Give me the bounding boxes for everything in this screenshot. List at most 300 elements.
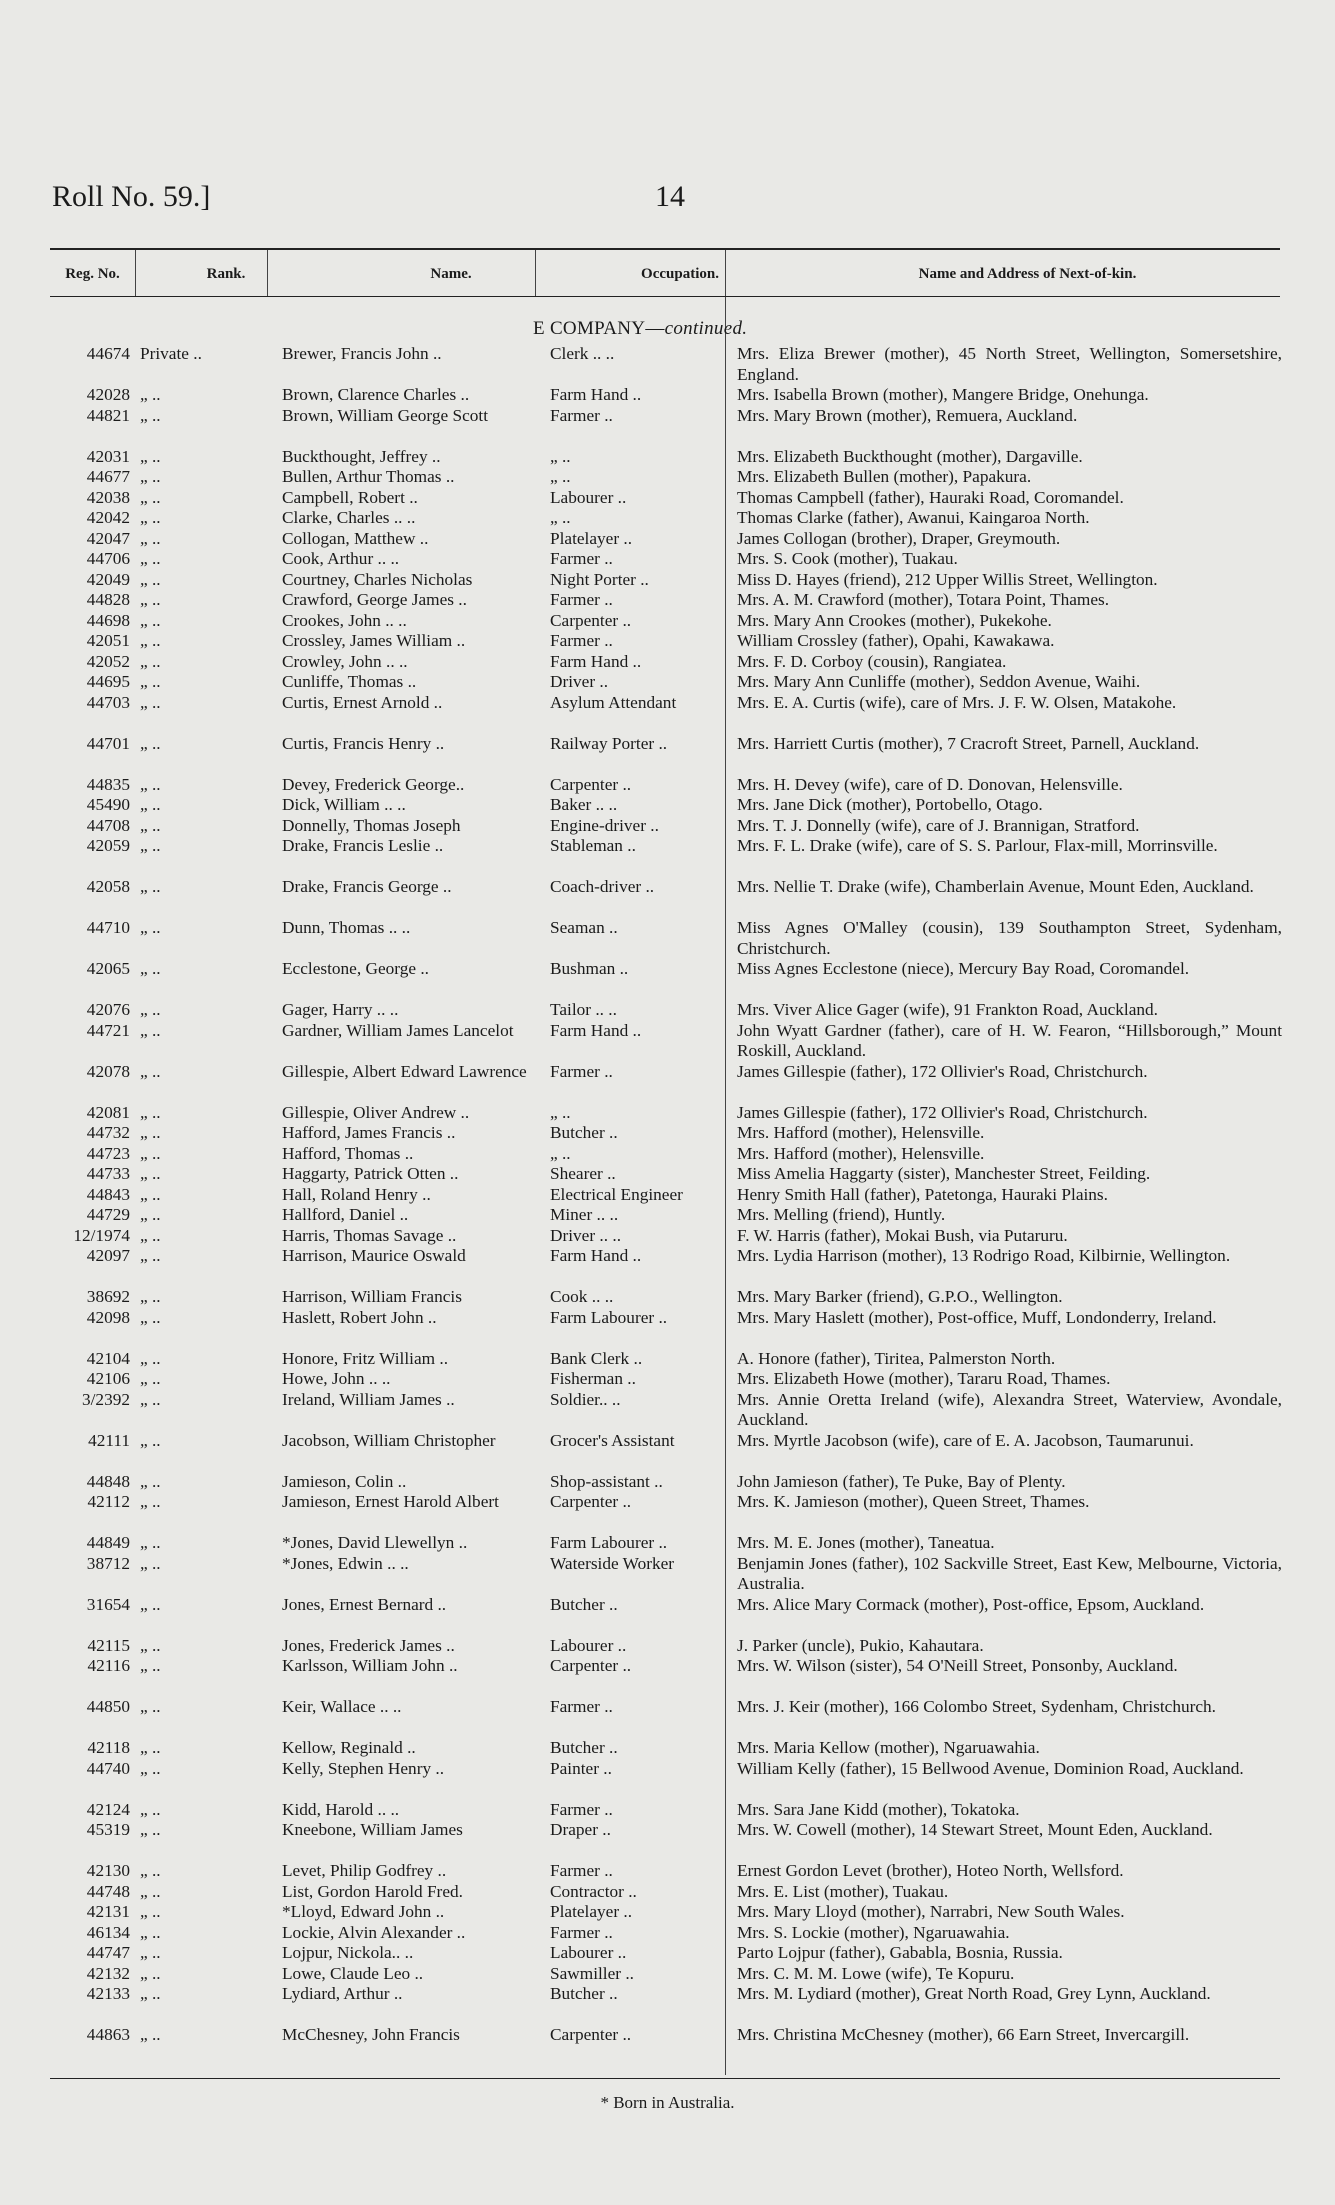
next-of-kin-cell: Mrs. Christina McChesney (mother), 66 Earn Street, Invercargill. — [737, 2025, 1190, 2044]
occupation-cell: Railway Porter .. — [550, 733, 668, 753]
next-of-kin-cell: Mrs. S. Lockie (mother), Ngaruawahia. — [737, 1922, 1010, 1942]
name-cell: Collogan, Matthew .. — [282, 528, 429, 548]
reg-no-cell: 44703 — [86, 692, 130, 712]
table-row — [0, 652, 1335, 673]
occupation-cell: Farmer .. — [550, 1799, 613, 1819]
table-row — [0, 959, 1335, 1000]
table-row — [0, 344, 1335, 385]
table-row — [0, 1185, 1335, 1206]
table-row — [0, 1492, 1335, 1533]
rank-cell: „ .. — [140, 959, 161, 978]
occupation-cell: Farmer .. — [550, 590, 613, 609]
next-of-kin-cell: Mrs. M. Lydiard (mother), Great North Road, Grey Lynn, Auckland. — [737, 1984, 1211, 2003]
name-cell: Levet, Philip Godfrey .. — [282, 1861, 447, 1880]
occupation-cell: Butcher .. — [550, 1123, 618, 1142]
name-cell: Harrison, William Francis — [282, 1287, 462, 1306]
occupation-cell: Labourer .. — [550, 1943, 627, 1962]
footnote: * Born in Australia. — [600, 2093, 735, 2112]
reg-no-cell: 42052 — [86, 651, 130, 671]
rank-cell: „ .. — [140, 1902, 161, 1921]
occupation-cell: Shop-assistant .. — [550, 1471, 663, 1491]
occupation-cell: Seaman .. — [550, 918, 618, 937]
rank-cell: „ .. — [140, 1246, 161, 1265]
reg-no-cell: 44848 — [86, 1471, 130, 1491]
next-of-kin-cell: William Crossley (father), Opahi, Kawakawa. — [737, 631, 1055, 650]
table-row — [0, 1287, 1335, 1308]
rank-cell: „ .. — [140, 1738, 161, 1757]
name-cell: Haggarty, Patrick Otten .. — [282, 1164, 459, 1183]
reg-no-cell: 44723 — [86, 1143, 130, 1163]
occupation-cell: Electrical Engineer — [550, 1184, 683, 1204]
rank-cell: „ .. — [140, 487, 161, 507]
occupation-cell: Butcher .. — [550, 1984, 618, 2003]
rank-cell: „ .. — [140, 1369, 161, 1388]
table-row — [0, 816, 1335, 837]
next-of-kin-cell: Mrs. Mary Lloyd (mother), Narrabri, New South Wales. — [737, 1902, 1125, 1921]
table-row — [0, 1431, 1335, 1472]
next-of-kin-cell: Mrs. Hafford (mother), Helensville. — [737, 1143, 985, 1163]
name-cell: Dunn, Thomas .. .. — [282, 918, 411, 937]
next-of-kin-cell: Mrs. Elizabeth Bullen (mother), Papakura. — [737, 467, 1032, 486]
next-of-kin-cell: Mrs. Elizabeth Buckthought (mother), Dargaville. — [737, 446, 1083, 466]
rank-cell: „ .. — [140, 774, 161, 794]
reg-no-cell: 42097 — [86, 1246, 130, 1265]
reg-no-cell: 42106 — [86, 1369, 130, 1388]
next-of-kin-cell: Benjamin Jones (father), 102 Sackville Street, East Kew, Melbourne, Victoria, Australia. — [737, 1553, 1282, 1593]
table-row — [0, 1349, 1335, 1370]
reg-no-cell: 38712 — [86, 1553, 130, 1573]
rank-cell: „ .. — [140, 1430, 161, 1450]
next-of-kin-cell: Parto Lojpur (father), Gababla, Bosnia, Russia. — [737, 1943, 1063, 1962]
rank-cell: „ .. — [140, 1492, 161, 1511]
table-row — [0, 1882, 1335, 1903]
next-of-kin-cell: Mrs. Mary Barker (friend), G.P.O., Wellington. — [737, 1287, 1063, 1306]
column-divider — [535, 250, 536, 296]
table-row — [0, 1943, 1335, 1964]
next-of-kin-cell: Mrs. Myrtle Jacobson (wife), care of E. A. Jacobson, Taumarunui. — [737, 1430, 1194, 1450]
occupation-cell: Asylum Attendant — [550, 692, 677, 712]
table-row — [0, 1123, 1335, 1144]
next-of-kin-cell: Miss Agnes Ecclestone (niece), Mercury Bay Road, Coromandel. — [737, 959, 1190, 978]
reg-no-cell: 44729 — [86, 1205, 130, 1224]
reg-no-cell: 42076 — [86, 1000, 130, 1019]
rank-cell: „ .. — [140, 1287, 161, 1306]
rank-cell: „ .. — [140, 1205, 161, 1224]
name-cell: Ireland, William James .. — [282, 1389, 455, 1409]
occupation-cell: Labourer .. — [550, 1635, 627, 1655]
next-of-kin-cell: Mrs. Viver Alice Gager (wife), 91 Frankton Road, Auckland. — [737, 1000, 1158, 1019]
occupation-cell: Bank Clerk .. — [550, 1348, 643, 1368]
reg-no-cell: 42124 — [86, 1799, 130, 1819]
next-of-kin-cell: Mrs. W. Wilson (sister), 54 O'Neill Street, Ponsonby, Auckland. — [737, 1656, 1178, 1675]
occupation-cell: Stableman .. — [550, 836, 636, 855]
table-row — [0, 1000, 1335, 1021]
name-cell: Jamieson, Ernest Harold Albert — [282, 1492, 499, 1511]
next-of-kin-cell: Ernest Gordon Levet (brother), Hoteo North, Wellsford. — [737, 1861, 1124, 1880]
name-cell: Harrison, Maurice Oswald — [282, 1246, 466, 1265]
next-of-kin-cell: Mrs. Jane Dick (mother), Portobello, Otago. — [737, 795, 1043, 814]
next-of-kin-cell: Mrs. Harriett Curtis (mother), 7 Cracroft Street, Parnell, Auckland. — [737, 733, 1200, 753]
rank-cell: „ .. — [140, 1164, 161, 1183]
occupation-cell: Farmer .. — [550, 1697, 613, 1716]
rank-cell: „ .. — [140, 1861, 161, 1880]
rank-cell: „ .. — [140, 1123, 161, 1142]
occupation-cell: Miner .. .. — [550, 1205, 619, 1224]
reg-no-cell: 44732 — [86, 1123, 130, 1142]
occupation-cell: „ .. — [550, 1143, 571, 1163]
rank-cell: „ .. — [140, 467, 161, 486]
next-of-kin-cell: John Jamieson (father), Te Puke, Bay of Plenty. — [737, 1471, 1066, 1491]
next-of-kin-cell: Mrs. E. A. Curtis (wife), care of Mrs. J. F. W. Olsen, Matakohe. — [737, 692, 1177, 712]
reg-no-cell: 44821 — [86, 405, 130, 425]
name-cell: Jacobson, William Christopher — [282, 1430, 496, 1450]
name-cell: List, Gordon Harold Fred. — [282, 1881, 463, 1901]
table-row — [0, 611, 1335, 632]
reg-no-cell: 42130 — [86, 1861, 130, 1880]
rank-cell: „ .. — [140, 1061, 161, 1081]
name-cell: Hall, Roland Henry .. — [282, 1184, 431, 1204]
name-cell: Haslett, Robert John .. — [282, 1307, 437, 1327]
occupation-cell: Waterside Worker — [550, 1553, 675, 1573]
name-cell: Crossley, James William .. — [282, 631, 466, 650]
reg-no-cell: 44849 — [86, 1533, 130, 1552]
next-of-kin-cell: Mrs. Alice Mary Cormack (mother), Post-office, Epsom, Auckland. — [737, 1594, 1205, 1614]
reg-no-cell: 44706 — [86, 549, 130, 568]
occupation-cell: Driver .. — [550, 672, 609, 691]
reg-no-cell: 44698 — [86, 610, 130, 630]
name-cell: Crookes, John .. .. — [282, 610, 407, 630]
rank-cell: „ .. — [140, 672, 161, 691]
name-cell: Harris, Thomas Savage .. — [282, 1225, 457, 1245]
name-cell: Brown, William George Scott — [282, 405, 489, 425]
reg-no-cell: 42098 — [86, 1307, 130, 1327]
name-cell: Gager, Harry .. .. — [282, 1000, 399, 1019]
table-row — [0, 1369, 1335, 1390]
next-of-kin-cell: Mrs. Sara Jane Kidd (mother), Tokatoka. — [737, 1799, 1020, 1819]
reg-no-cell: 42047 — [86, 528, 130, 548]
reg-no-cell: 3/2392 — [81, 1389, 130, 1409]
next-of-kin-cell: J. Parker (uncle), Pukio, Kahautara. — [737, 1635, 984, 1655]
rank-cell: „ .. — [140, 1820, 161, 1839]
occupation-cell: Contractor .. — [550, 1881, 637, 1901]
next-of-kin-cell: Mrs. H. Devey (wife), care of D. Donovan, Helensville. — [737, 774, 1123, 794]
next-of-kin-cell: Mrs. Hafford (mother), Helensville. — [737, 1123, 985, 1142]
next-of-kin-cell: Mrs. Maria Kellow (mother), Ngaruawahia. — [737, 1738, 1040, 1757]
name-cell: Kidd, Harold .. .. — [282, 1799, 400, 1819]
occupation-cell: Cook .. .. — [550, 1287, 614, 1306]
table-row — [0, 1103, 1335, 1124]
reg-no-cell: 44674 — [86, 344, 130, 363]
rank-cell: „ .. — [140, 1594, 161, 1614]
table-row — [0, 672, 1335, 693]
header-name: Name. — [430, 265, 472, 282]
company-note: continued. — [664, 318, 748, 339]
table-row — [0, 590, 1335, 611]
occupation-cell: „ .. — [550, 446, 571, 466]
name-cell: Drake, Francis George .. — [282, 877, 452, 896]
rank-cell: „ .. — [140, 385, 161, 404]
column-divider — [135, 250, 136, 296]
table-row — [0, 1964, 1335, 1985]
rank-cell: „ .. — [140, 1102, 161, 1122]
rank-cell: „ .. — [140, 1000, 161, 1019]
name-cell: Drake, Francis Leslie .. — [282, 836, 444, 855]
header-rank: Rank. — [206, 265, 246, 282]
table-row — [0, 1800, 1335, 1821]
name-cell: Jamieson, Colin .. — [282, 1471, 407, 1491]
header-rule — [50, 296, 1280, 297]
next-of-kin-cell: James Gillespie (father), 172 Ollivier's Road, Christchurch. — [737, 1061, 1148, 1081]
name-cell: Lojpur, Nickola.. .. — [282, 1943, 414, 1962]
reg-no-cell: 44708 — [86, 815, 130, 835]
table-row — [0, 795, 1335, 816]
table-row — [0, 1738, 1335, 1759]
name-cell: Jones, Frederick James .. — [282, 1635, 455, 1655]
next-of-kin-cell: James Collogan (brother), Draper, Greymouth. — [737, 528, 1061, 548]
table-row — [0, 529, 1335, 550]
name-cell: Curtis, Ernest Arnold .. — [282, 692, 443, 712]
rank-cell: „ .. — [140, 405, 161, 425]
reg-no-cell: 42116 — [87, 1656, 130, 1675]
column-divider — [267, 250, 268, 296]
reg-no-cell: 44710 — [86, 918, 130, 937]
name-cell: Devey, Frederick George.. — [282, 774, 465, 794]
reg-no-cell: 42038 — [86, 487, 130, 507]
next-of-kin-cell: A. Honore (father), Tiritea, Palmerston North. — [737, 1348, 1056, 1368]
rank-cell: „ .. — [140, 446, 161, 466]
name-cell: Gillespie, Albert Edward Lawrence — [282, 1061, 527, 1081]
table-row — [0, 877, 1335, 918]
reg-no-cell: 42131 — [86, 1902, 130, 1921]
occupation-cell: Labourer .. — [550, 487, 627, 507]
name-cell: McChesney, John Francis — [282, 2025, 460, 2044]
rank-cell: „ .. — [140, 1922, 161, 1942]
name-cell: Crowley, John .. .. — [282, 651, 408, 671]
occupation-cell: Farm Hand .. — [550, 1246, 642, 1265]
occupation-cell: Sawmiller .. — [550, 1963, 634, 1983]
next-of-kin-cell: Mrs. Mary Brown (mother), Remuera, Auckland. — [737, 405, 1078, 425]
name-cell: Clarke, Charles .. .. — [282, 508, 416, 527]
next-of-kin-cell: Thomas Clarke (father), Awanui, Kaingaroa North. — [737, 508, 1090, 527]
occupation-cell: Farmer .. — [550, 405, 613, 425]
table-row — [0, 1984, 1335, 2025]
rank-cell: Private .. — [140, 344, 202, 363]
occupation-cell: Painter .. — [550, 1758, 612, 1778]
next-of-kin-cell: James Gillespie (father), 172 Ollivier's Road, Christchurch. — [737, 1102, 1148, 1122]
occupation-cell: Farm Labourer .. — [550, 1307, 668, 1327]
page-header — [0, 180, 1335, 240]
table-row — [0, 1923, 1335, 1944]
name-cell: *Jones, Edwin .. .. — [282, 1553, 409, 1573]
next-of-kin-cell: Miss Amelia Haggarty (sister), Manchester Street, Feilding. — [737, 1164, 1151, 1183]
next-of-kin-cell: Mrs. Nellie T. Drake (wife), Chamberlain Avenue, Mount Eden, Auckland. — [737, 877, 1254, 896]
reg-no-cell: 42058 — [86, 877, 130, 896]
rank-cell: „ .. — [140, 1758, 161, 1778]
table-row — [0, 1062, 1335, 1103]
reg-no-cell: 44733 — [86, 1164, 130, 1183]
table-row — [0, 1902, 1335, 1923]
occupation-cell: Carpenter .. — [550, 1492, 632, 1511]
occupation-cell: Night Porter .. — [550, 569, 649, 589]
rank-cell: „ .. — [140, 1143, 161, 1163]
occupation-cell: Carpenter .. — [550, 1656, 632, 1675]
name-cell: Karlsson, William John .. — [282, 1656, 458, 1675]
next-of-kin-cell: Mrs. W. Cowell (mother), 14 Stewart Street, Mount Eden, Auckland. — [737, 1820, 1213, 1839]
name-cell: Howe, John .. .. — [282, 1369, 391, 1388]
rank-cell: „ .. — [140, 1943, 161, 1962]
table-row — [0, 775, 1335, 796]
reg-no-cell: 42133 — [86, 1984, 130, 2003]
name-cell: Gardner, William James Lancelot — [282, 1020, 514, 1040]
rank-cell: „ .. — [140, 2025, 161, 2044]
reg-no-cell: 44747 — [86, 1943, 130, 1962]
occupation-cell: Platelayer .. — [550, 528, 633, 548]
table-row — [0, 734, 1335, 775]
occupation-cell: Butcher .. — [550, 1594, 618, 1614]
name-cell: Curtis, Francis Henry .. — [282, 733, 445, 753]
table-row — [0, 693, 1335, 734]
occupation-cell: Fisherman .. — [550, 1369, 636, 1388]
table-row — [0, 1308, 1335, 1349]
reg-no-cell: 12/1974 — [73, 1225, 130, 1245]
rank-cell: „ .. — [140, 1799, 161, 1819]
name-cell: Gillespie, Oliver Andrew .. — [282, 1102, 470, 1122]
table-row — [0, 1226, 1335, 1247]
reg-no-cell: 44828 — [86, 590, 130, 609]
reg-no-cell: 42132 — [86, 1963, 130, 1983]
reg-no-cell: 42111 — [88, 1430, 130, 1450]
reg-no-cell: 45319 — [86, 1820, 130, 1839]
occupation-cell: Clerk .. .. — [550, 344, 615, 363]
name-cell: Brown, Clarence Charles .. — [282, 385, 470, 404]
next-of-kin-cell: Mrs. Isabella Brown (mother), Mangere Bridge, Onehunga. — [737, 385, 1149, 404]
occupation-cell: Tailor .. .. — [550, 1000, 617, 1019]
name-cell: Lowe, Claude Leo .. — [282, 1963, 424, 1983]
reg-no-cell: 42065 — [86, 959, 130, 978]
roll-number: Roll No. 59.] — [52, 180, 211, 213]
reg-no-cell: 42031 — [86, 446, 130, 466]
rank-cell: „ .. — [140, 836, 161, 855]
table-row — [0, 1861, 1335, 1882]
reg-no-cell: 44701 — [86, 733, 130, 753]
page-number: 14 — [655, 180, 685, 213]
header-next-of-kin: Name and Address of Next-of-kin. — [918, 265, 1137, 282]
name-cell: Crawford, George James .. — [282, 590, 467, 609]
rank-cell: „ .. — [140, 1471, 161, 1491]
next-of-kin-cell: Mrs. Lydia Harrison (mother), 13 Rodrigo Road, Kilbirnie, Wellington. — [737, 1246, 1231, 1265]
table-row — [0, 1246, 1335, 1287]
rank-cell: „ .. — [140, 1984, 161, 2003]
rank-cell: „ .. — [140, 508, 161, 527]
rank-cell: „ .. — [140, 1307, 161, 1327]
header-occupation: Occupation. — [641, 265, 719, 282]
name-cell: Honore, Fritz William .. — [282, 1348, 449, 1368]
table-header — [50, 252, 1280, 296]
reg-no-cell: 42104 — [86, 1348, 130, 1368]
table-row — [0, 1636, 1335, 1657]
occupation-cell: Platelayer .. — [550, 1902, 633, 1921]
occupation-cell: Bushman .. — [550, 959, 629, 978]
occupation-cell: Shearer .. — [550, 1164, 616, 1183]
rank-cell: „ .. — [140, 1635, 161, 1655]
table-row — [0, 836, 1335, 877]
table-row — [0, 1595, 1335, 1636]
reg-no-cell: 42078 — [86, 1061, 130, 1081]
table-row — [0, 508, 1335, 529]
next-of-kin-cell: Mrs. T. J. Donnelly (wife), care of J. Brannigan, Stratford. — [737, 815, 1140, 835]
name-cell: Campbell, Robert .. — [282, 487, 418, 507]
reg-no-cell: 46134 — [86, 1922, 130, 1942]
occupation-cell: Carpenter .. — [550, 774, 632, 794]
next-of-kin-cell: F. W. Harris (father), Mokai Bush, via Putaruru. — [737, 1225, 1068, 1245]
rank-cell: „ .. — [140, 815, 161, 835]
next-of-kin-cell: Mrs. Elizabeth Howe (mother), Tararu Road, Thames. — [737, 1369, 1111, 1388]
rank-cell: „ .. — [140, 1533, 161, 1552]
reg-no-cell: 42049 — [86, 569, 130, 589]
table-row — [0, 1554, 1335, 1595]
name-cell: Buckthought, Jeffrey .. — [282, 446, 441, 466]
name-cell: Lydiard, Arthur .. — [282, 1984, 403, 2003]
occupation-cell: Baker .. .. — [550, 795, 618, 814]
reg-no-cell: 44748 — [86, 1881, 130, 1901]
name-cell: Ecclestone, George .. — [282, 959, 429, 978]
name-cell: Bullen, Arthur Thomas .. — [282, 467, 455, 486]
next-of-kin-cell: Mrs. F. D. Corboy (cousin), Rangiatea. — [737, 651, 1007, 671]
occupation-cell: „ .. — [550, 467, 571, 486]
reg-no-cell: 38692 — [86, 1287, 130, 1306]
reg-no-cell: 42051 — [86, 631, 130, 650]
next-of-kin-cell: Thomas Campbell (father), Hauraki Road, Coromandel. — [737, 487, 1124, 507]
top-rule — [50, 248, 1280, 250]
name-cell: Brewer, Francis John .. — [282, 344, 442, 363]
rank-cell: „ .. — [140, 590, 161, 609]
next-of-kin-cell: John Wyatt Gardner (father), care of H. W. Fearon, “Hillsborough,” Mount Roskill, Auckland. — [737, 1020, 1282, 1060]
occupation-cell: Soldier.. .. — [550, 1389, 621, 1409]
name-cell: Hafford, Thomas .. — [282, 1143, 414, 1163]
occupation-cell: Farmer .. — [550, 1922, 613, 1942]
roll-table-body — [0, 344, 1335, 2066]
next-of-kin-cell: William Kelly (father), 15 Bellwood Avenue, Dominion Road, Auckland. — [737, 1758, 1244, 1778]
reg-no-cell: 44843 — [86, 1184, 130, 1204]
table-row — [0, 570, 1335, 591]
name-cell: Jones, Ernest Bernard .. — [282, 1594, 447, 1614]
table-row — [0, 1697, 1335, 1738]
bottom-rule — [50, 2078, 1280, 2079]
table-row — [0, 488, 1335, 509]
rank-cell: „ .. — [140, 692, 161, 712]
rank-cell: „ .. — [140, 1881, 161, 1901]
rank-cell: „ .. — [140, 651, 161, 671]
table-row — [0, 2025, 1335, 2066]
next-of-kin-cell: Mrs. J. Keir (mother), 166 Colombo Street, Sydenham, Christchurch. — [737, 1697, 1217, 1716]
table-row — [0, 1472, 1335, 1493]
name-cell: Kelly, Stephen Henry .. — [282, 1758, 445, 1778]
reg-no-cell: 44695 — [86, 672, 130, 691]
next-of-kin-cell: Mrs. K. Jamieson (mother), Queen Street, Thames. — [737, 1492, 1090, 1511]
occupation-cell: „ .. — [550, 1102, 571, 1122]
rank-cell: „ .. — [140, 877, 161, 896]
next-of-kin-cell: Mrs. Melling (friend), Huntly. — [737, 1205, 946, 1224]
next-of-kin-cell: Mrs. Mary Haslett (mother), Post-office, Muff, Londonderry, Ireland. — [737, 1307, 1217, 1327]
occupation-cell: Driver .. .. — [550, 1225, 622, 1245]
occupation-cell: Carpenter .. — [550, 2025, 632, 2044]
table-row — [0, 1144, 1335, 1165]
next-of-kin-cell: Mrs. Annie Oretta Ireland (wife), Alexandra Street, Waterview, Avondale, Auckland. — [737, 1389, 1282, 1429]
occupation-cell: Carpenter .. — [550, 610, 632, 630]
name-cell: Hafford, James Francis .. — [282, 1123, 456, 1142]
reg-no-cell: 42081 — [86, 1102, 130, 1122]
rank-cell: „ .. — [140, 1697, 161, 1716]
